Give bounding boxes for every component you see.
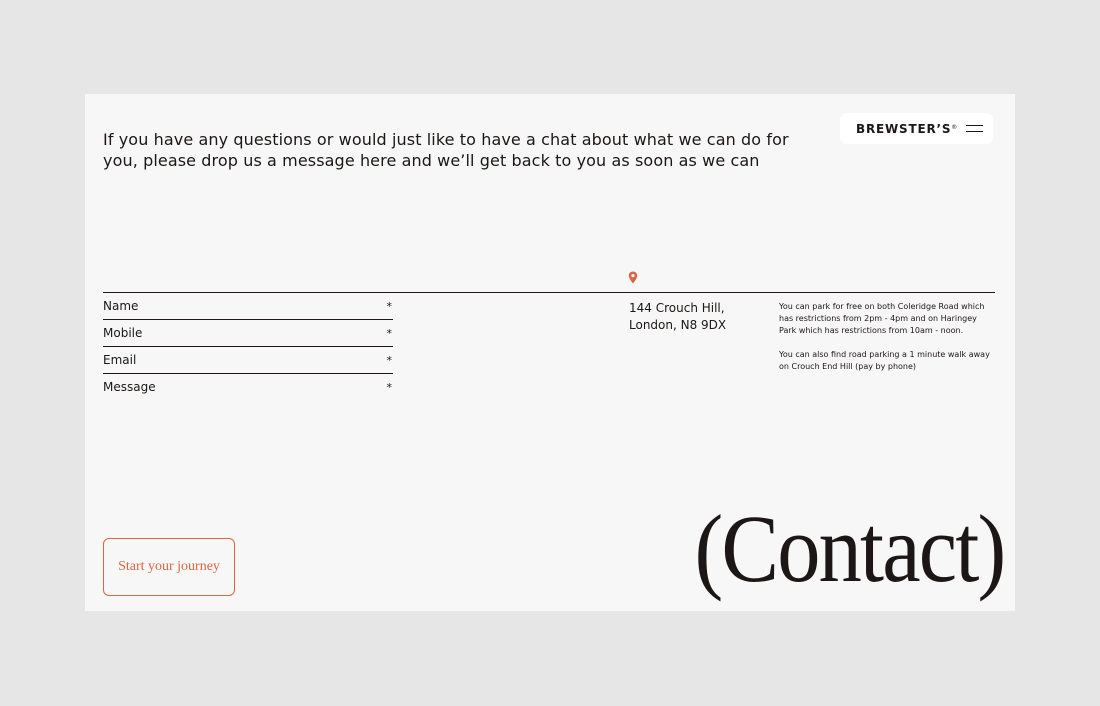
message-field-label: Message: [103, 380, 156, 394]
map-pin-icon: [628, 271, 638, 284]
required-mark: *: [386, 353, 392, 367]
required-mark: *: [386, 299, 392, 313]
intro-text: If you have any questions or would just like to have a chat about what we can do for you, please drop us a message here and we’ll get back to you as soon as we can: [103, 130, 789, 170]
mobile-field-label: Mobile: [103, 326, 143, 340]
contact-form: [103, 293, 393, 400]
required-mark: *: [386, 326, 392, 340]
header-brand-bar: [840, 113, 993, 144]
address-block: [629, 300, 726, 334]
name-field-label: Name: [103, 299, 139, 313]
email-field[interactable]: [103, 347, 393, 374]
email-field-label: Email: [103, 353, 137, 367]
address-line-1: 144 Crouch Hill,: [629, 301, 725, 315]
message-field[interactable]: [103, 374, 393, 400]
required-mark: *: [386, 380, 392, 394]
parking-info: [779, 301, 994, 385]
name-field[interactable]: [103, 293, 393, 320]
parking-note-2: You can also find road parking a 1 minute walk away on Crouch End Hill (pay by phone): [779, 350, 990, 371]
address-line-2: London, N8 9DX: [629, 318, 727, 332]
registered-mark: ®: [951, 123, 959, 131]
hamburger-menu-icon[interactable]: [966, 125, 983, 132]
contact-card: [85, 94, 1015, 611]
page-title: (Contact): [694, 495, 1005, 602]
start-journey-button[interactable]: Start your journey: [103, 538, 235, 596]
brand-logo[interactable]: BREWSTER’S®: [856, 121, 959, 136]
mobile-field[interactable]: [103, 320, 393, 347]
parking-note-1: You can park for free on both Coleridge Road which has restrictions from 2pm - 4pm and on Haringey Park which has restrictions from 10am - noon.: [779, 302, 985, 335]
